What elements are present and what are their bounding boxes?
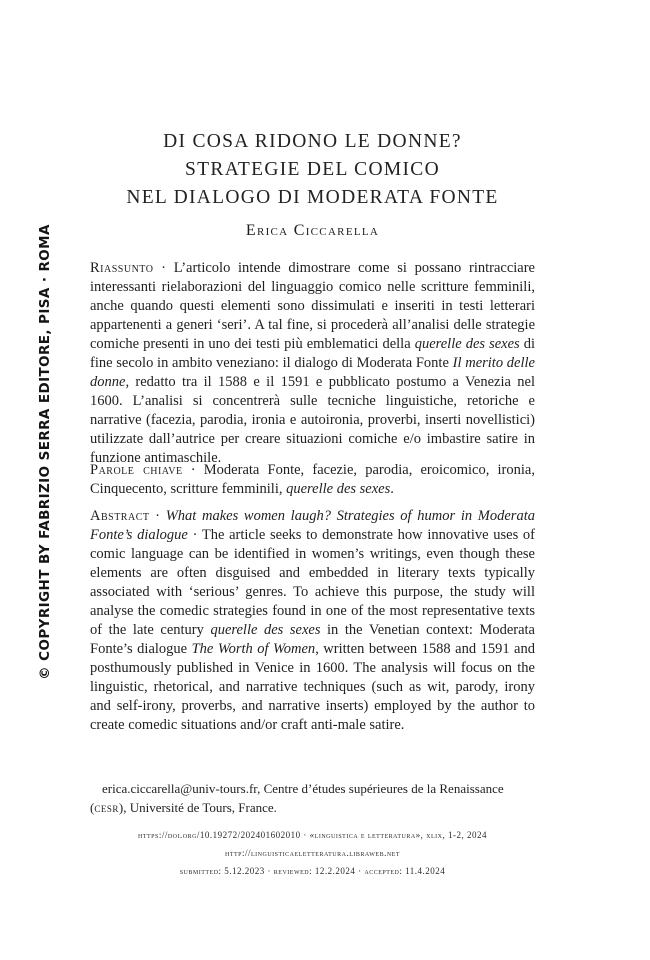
riassunto-text: L’articolo intende dimostrare come si possano rintracciare interessanti rielaborazioni del linguaggio comico nelle scritture femminili, anche quando questi elementi sono dissimulati e inseriti in testi letterari appartenenti a generi ‘seri’. A tal fine, si procederà all’analisi delle strategie comiche presenti in uno dei testi più emblematici della <box>90 260 535 352</box>
riassunto-italic-title: Il merito delle donne <box>90 355 535 390</box>
abstract-italic-term: querelle des sexes <box>210 622 321 638</box>
riassunto-text: , redatto tra il 1588 e il 1591 e pubblicato postumo a Venezia nel 1600. L’analisi si concentrerà sulle tecniche linguistiche, retoriche e narrative (facezia, parodia, ironia e autoironia, proverbi, inserti novellistici) utilizzate dall’autrice per creare situazioni comiche e/o imbastire satire in funzione antimaschile. <box>90 374 535 466</box>
riassunto-separator: · <box>153 260 174 276</box>
article-title-line-1: DI COSA RIDONO LE DONNE? <box>163 131 462 152</box>
keywords-separator: · <box>182 462 204 478</box>
keywords-label: Parole chiave <box>90 462 183 478</box>
abstract-italic-title: The Worth of Women <box>191 641 316 657</box>
abstract-text: The article seeks to demonstrate how innovative uses of comic language can be identified in women’s writings, even though these elements are often disguised and embedded in literary texts typically associated with ‘serious’ genres. To achieve this purpose, the study will analyse the comedic strategies found in one of the most representative texts of the late century <box>90 527 535 638</box>
author-affiliation-footnote <box>90 779 535 817</box>
article-title-line-2: STRATEGIE DEL COMICO <box>185 159 440 180</box>
article-header <box>90 128 535 240</box>
article-title-line-3: NEL DIALOGO DI MODERATA FONTE <box>126 187 499 208</box>
cesr-abbreviation: cesr <box>94 800 119 815</box>
keywords-paragraph <box>90 461 535 499</box>
riassunto-paragraph <box>90 259 535 468</box>
abstract-text: , written between 1588 and 1591 and posthumously published in Venice in 1600. The analysis will focus on the linguistic, rhetorical, and narrative techniques (such as wit, parody, irony and self-irony, proverbs, and narrative inserts) employed by the author to create comedic situations and/or craft anti-male satire. <box>90 641 535 733</box>
journal-url: http://linguisticaeletteratura.libraweb.net <box>224 848 400 858</box>
affiliation-text: ), Université de Tours, France. <box>118 800 277 815</box>
submission-dates: submitted: 5.12.2023 · reviewed: 12.2.2024 · accepted: 11.4.2024 <box>179 866 446 876</box>
abstract-title: What makes women laugh? Strategies of humor in Moderata Fonte’s dialogue <box>90 508 535 543</box>
riassunto-text: di fine secolo in ambito veneziano: il dialogo di Moderata Fonte <box>90 336 535 371</box>
abstract-paragraph <box>90 507 535 735</box>
riassunto-italic-term: querelle des sexes <box>414 336 520 352</box>
abstract-separator: · <box>149 508 166 524</box>
riassunto-label: Riassunto <box>90 260 154 276</box>
keywords-text: Moderata Fonte, facezie, parodia, eroicomico, ironia, Cinquecento, scritture femminili, <box>90 462 535 497</box>
abstract-text: in the Venetian context: Moderata Fonte’s dialogue <box>90 622 535 657</box>
keywords-italic-term: querelle des sexes <box>286 481 391 497</box>
doi-line: https://doi.org/10.19272/202401602010 · «linguistica e letteratura», xlix, 1-2, 2024 <box>138 830 487 840</box>
author-email-affiliation: erica.ciccarella@univ-tours.fr, Centre d’études supérieures de la Renaissance ( <box>90 781 504 815</box>
copyright-notice: © COPYRIGHT BY FABRIZIO SERRA EDITORE, PISA · ROMA <box>37 224 53 680</box>
keywords-end: . <box>390 481 394 497</box>
author-name: Erica Ciccarella <box>245 222 380 239</box>
abstract-separator: · <box>187 527 202 543</box>
publication-info <box>70 826 555 880</box>
abstract-label: Abstract <box>90 508 150 524</box>
